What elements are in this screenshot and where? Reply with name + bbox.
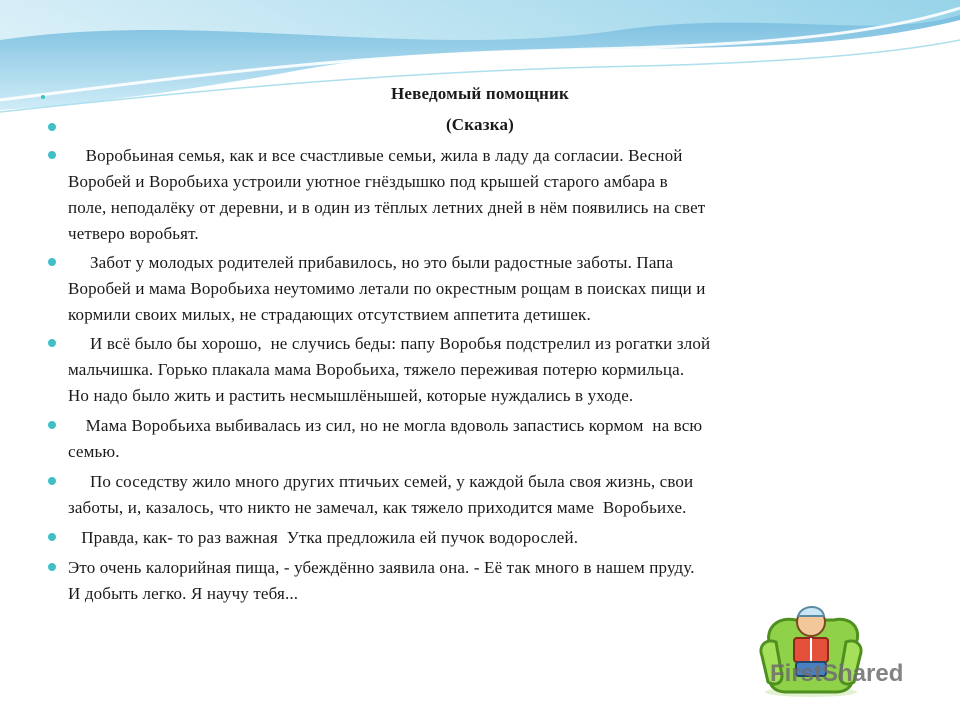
paragraph-line: четверо воробьят.	[68, 224, 199, 243]
paragraph-line: Это очень калорийная пища, - убеждённо заявила она. - Её так много в нашем пруду.	[68, 558, 695, 577]
paragraph-line: поле, неподалёку от деревни, и в один из тёплых летних дней в нём появились на свет	[68, 198, 706, 217]
paragraph	[68, 413, 914, 465]
bullet-icon	[48, 258, 56, 266]
paragraph-line: мальчишка. Горько плакала мама Воробьиха, тяжело переживая потерю кормильца.	[68, 360, 685, 379]
paragraph-line: кормили своих милых, не страдающих отсутствием аппетита детишек.	[68, 305, 591, 324]
bullet-icon	[48, 563, 56, 571]
paragraph-line: По соседству жило много других птичьих семей, у каждой была своя жизнь, свои	[68, 472, 694, 491]
bullet-icon	[48, 533, 56, 541]
paragraph	[68, 143, 914, 247]
story-subtitle: (Сказка)	[445, 115, 515, 134]
paragraph-line: И добыть легко. Я научу тебя...	[68, 584, 299, 603]
bullet-icon	[48, 477, 56, 485]
paragraph	[68, 525, 914, 551]
paragraph	[68, 331, 914, 409]
paragraph-line: заботы, и, казалось, что никто не замечал, как тяжело приходится маме Воробьихе.	[68, 498, 687, 517]
paragraph-line: семью.	[68, 442, 120, 461]
paragraph-line: Воробьиная семья, как и все счастливые семьи, жила в ладу да согласии. Весной	[68, 146, 683, 165]
paragraph-line: Воробей и Воробьиха устроили уютное гнёздышко под крышей старого амбара в	[68, 172, 668, 191]
paragraph-line: Мама Воробьиха выбивалась из сил, но не могла вдоволь запастись кормом на всю	[68, 416, 703, 435]
watermark-logo: FirstShared	[770, 660, 904, 687]
paragraph-line: Забот у молодых родителей прибавилось, но это были радостные заботы. Папа	[68, 253, 674, 272]
paragraph	[68, 250, 914, 328]
paragraph-line: Но надо было жить и растить несмышлёнышей, которые нуждались в уходе.	[68, 386, 634, 405]
bullet-icon	[48, 421, 56, 429]
story-title: Неведомый помощник	[390, 84, 570, 103]
bullet-icon	[48, 339, 56, 347]
paragraph	[68, 469, 914, 521]
paragraph-line: Правда, как- то раз важная Утка предложила ей пучок водорослей.	[68, 528, 579, 547]
paragraph-line: Воробей и мама Воробьиха неутомимо летали по окрестным рощам в поисках пищи и	[68, 279, 706, 298]
bullet-icon	[48, 151, 56, 159]
paragraph-line: И всё было бы хорошо, не случись беды: папу Воробья подстрелил из рогатки злой	[68, 334, 711, 353]
